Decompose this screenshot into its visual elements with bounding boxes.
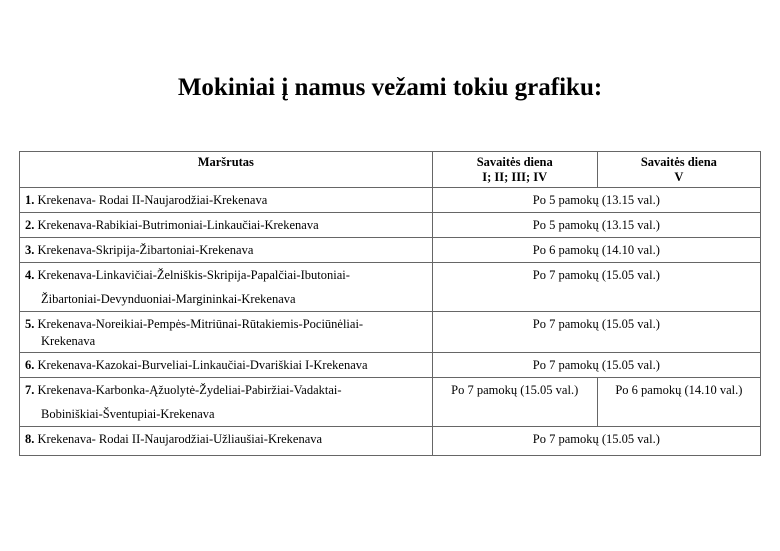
route-text: Krekenava- Rodai II-Naujarodžiai-Užliaušiai-Krekenava xyxy=(37,432,323,446)
table-row xyxy=(20,188,761,213)
route-cell xyxy=(20,263,433,312)
table-row xyxy=(20,238,761,263)
route-text: Krekenava- Rodai II-Naujarodžiai-Krekenava xyxy=(37,193,268,207)
header-friday xyxy=(597,152,760,188)
header-weekdays-line2: I; II; III; IV xyxy=(482,170,548,184)
schedule-cell: Po 7 pamokų (15.05 val.) xyxy=(432,312,760,353)
route-number: 1. xyxy=(25,193,35,207)
route-number: 5. xyxy=(25,317,35,331)
table-row xyxy=(20,353,761,378)
route-text: Krekenava-Karbonka-Ąžuolytė-Žydeliai-Pabiržiai-Vadaktai- xyxy=(37,383,342,397)
table-row xyxy=(20,312,761,353)
schedule-cell-weekdays: Po 7 pamokų (15.05 val.) xyxy=(432,378,597,427)
header-weekdays-line1: Savaitės diena xyxy=(476,155,553,169)
schedule-cell: Po 7 pamokų (15.05 val.) xyxy=(432,353,760,378)
table-header-row xyxy=(20,152,761,188)
schedule-cell-friday: Po 6 pamokų (14.10 val.) xyxy=(597,378,760,427)
schedule-cell: Po 6 pamokų (14.10 val.) xyxy=(432,238,760,263)
route-cell xyxy=(20,312,433,353)
header-route xyxy=(20,152,433,188)
route-text-continued: Krekenava xyxy=(41,334,96,348)
route-number: 4. xyxy=(25,268,35,282)
route-cell xyxy=(20,188,433,213)
route-text: Krekenava-Rabikiai-Butrimoniai-Linkaučiai-Krekenava xyxy=(37,218,319,232)
route-number: 6. xyxy=(25,358,35,372)
table-row xyxy=(20,427,761,456)
route-text: Krekenava-Noreikiai-Pempės-Mitriūnai-Rūtakiemis-Pociūnėliai- xyxy=(37,317,364,331)
route-text: Krekenava-Linkavičiai-Želniškis-Skripija-Papalčiai-Ibutoniai- xyxy=(37,268,350,282)
route-text: Krekenava-Skripija-Žibartoniai-Krekenava xyxy=(37,243,254,257)
schedule-cell: Po 5 pamokų (13.15 val.) xyxy=(432,213,760,238)
page-title: Mokiniai į namus vežami tokiu grafiku: xyxy=(177,74,603,101)
route-text-continued: Bobiniškiai-Šventupiai-Krekenava xyxy=(41,407,215,421)
schedule-cell: Po 7 pamokų (15.05 val.) xyxy=(432,427,760,456)
schedule-cell: Po 7 pamokų (15.05 val.) xyxy=(432,263,760,312)
header-route-label: Maršrutas xyxy=(197,155,254,169)
header-weekdays xyxy=(432,152,597,188)
route-number: 8. xyxy=(25,432,35,446)
table-row xyxy=(20,263,761,312)
route-cell xyxy=(20,238,433,263)
route-number: 2. xyxy=(25,218,35,232)
route-cell xyxy=(20,427,433,456)
route-text-continued: Žibartoniai-Devynduoniai-Margininkai-Krekenava xyxy=(41,292,296,306)
header-friday-line2: V xyxy=(674,170,684,184)
route-number: 3. xyxy=(25,243,35,257)
route-cell xyxy=(20,353,433,378)
table-row xyxy=(20,378,761,427)
schedule-cell: Po 5 pamokų (13.15 val.) xyxy=(432,188,760,213)
route-cell xyxy=(20,213,433,238)
route-text: Krekenava-Kazokai-Burveliai-Linkaučiai-Dvariškiai I-Krekenava xyxy=(37,358,368,372)
route-number: 7. xyxy=(25,383,35,397)
route-cell xyxy=(20,378,433,427)
header-friday-line1: Savaitės diena xyxy=(640,155,717,169)
schedule-table xyxy=(19,151,761,456)
table-row xyxy=(20,213,761,238)
